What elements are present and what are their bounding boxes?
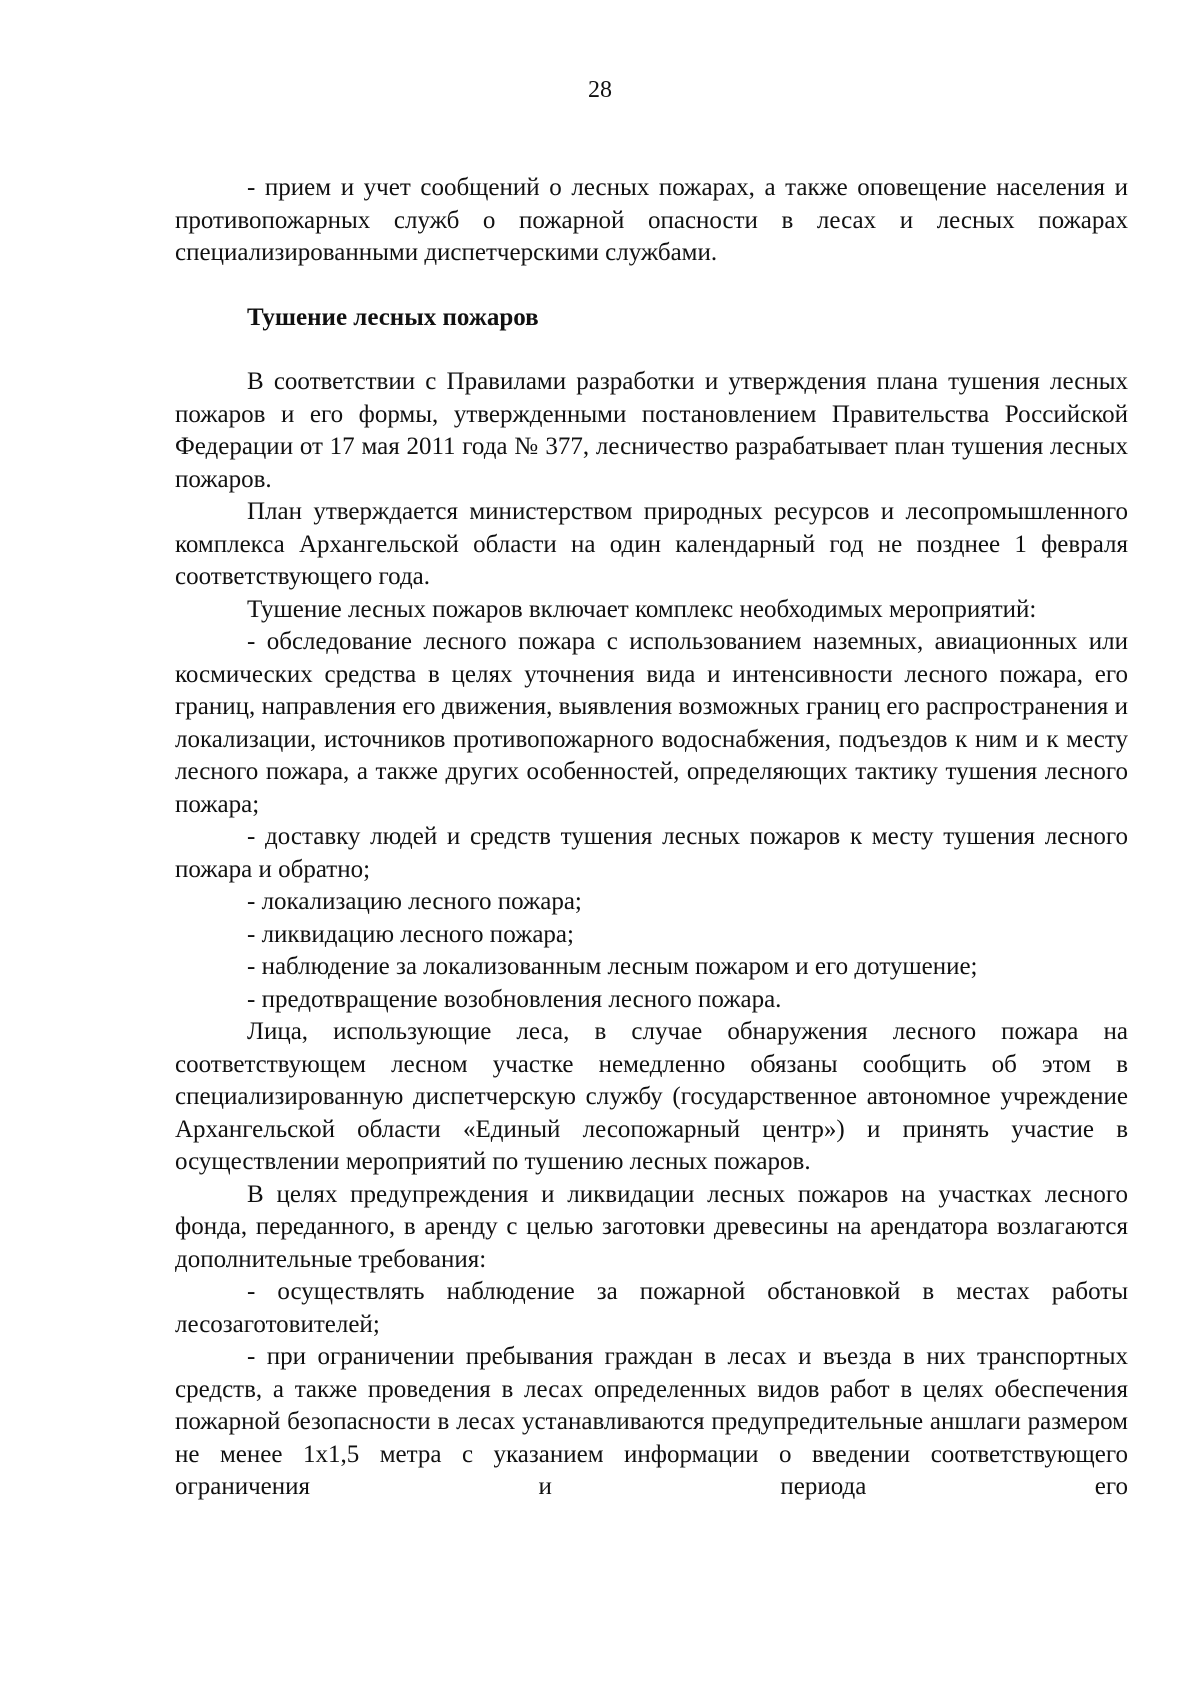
list-item: - при ограничении пребывания граждан в лесах и въезда в них транспортных средств, а также проведения в лесах определенных видов работ в целях обеспечения пожарной безопасности в лесах устанавливаются предупредительные аншлаги размером не менее 1х1,5 метра с указанием информации о введении соответствующего ограничения и периода его — [175, 1343, 1128, 1500]
list-item: - прием и учет сообщений о лесных пожарах, а также оповещение населения и противопожарных служб о пожарной опасности в лесах и лесных пожарах специализированными диспетчерскими службами. — [175, 174, 1128, 266]
paragraph: В соответствии с Правилами разработки и утверждения плана тушения лесных пожаров и его формы, утвержденными постановлением Правительства Российской Федерации от 17 мая 2011 года № 377, лесничество разрабатывает план тушения лесных пожаров. — [175, 368, 1128, 493]
list-item: - предотвращение возобновления лесного пожара. — [247, 985, 782, 1013]
list-item: - локализацию лесного пожара; — [247, 888, 582, 915]
list-item: - доставку людей и средств тушения лесных пожаров к месту тушения лесного пожара и обратно; — [175, 823, 1128, 883]
list-item: - наблюдение за локализованным лесным пожаром и его дотушение; — [247, 953, 978, 980]
list-item: - осуществлять наблюдение за пожарной обстановкой в местах работы лесозаготовителей; — [175, 1278, 1128, 1338]
paragraph: План утверждается министерством природных ресурсов и лесопромышленного комплекса Архангельской области на один календарный год не позднее 1 февраля соответствующего года. — [175, 498, 1128, 590]
paragraph: В целях предупреждения и ликвидации лесных пожаров на участках лесного фонда, переданного, в аренду с целью заготовки древесины на арендатора возлагаются дополнительные требования: — [175, 1180, 1128, 1273]
paragraph: Лица, использующие леса, в случае обнаружения лесного пожара на соответствующем лесном участке немедленно обязаны сообщить об этом в специализированную диспетчерскую службу (государственное автономное учреждение Архангельской области «Единый лесопожарный центр») и принять участие в осуществлении мероприятий по тушению лесных пожаров. — [175, 1018, 1128, 1175]
section-heading: Тушение лесных пожаров — [247, 303, 539, 331]
document-body — [175, 172, 1128, 1504]
page-number: 28 — [588, 77, 612, 103]
list-item: - обследование лесного пожара с использованием наземных, авиационных или космических средства в целях уточнения вида и интенсивности лесного пожара, его границ, направления его движения, выявления возможных границ его распространения и локализации, источников противопожарного водоснабжения, подъездов к ним и к месту лесного пожара, а также других особенностей, определяющих тактику тушения лесного пожара; — [175, 628, 1128, 818]
list-item: - ликвидацию лесного пожара; — [247, 920, 574, 948]
paragraph: Тушение лесных пожаров включает комплекс необходимых мероприятий: — [247, 595, 1037, 623]
